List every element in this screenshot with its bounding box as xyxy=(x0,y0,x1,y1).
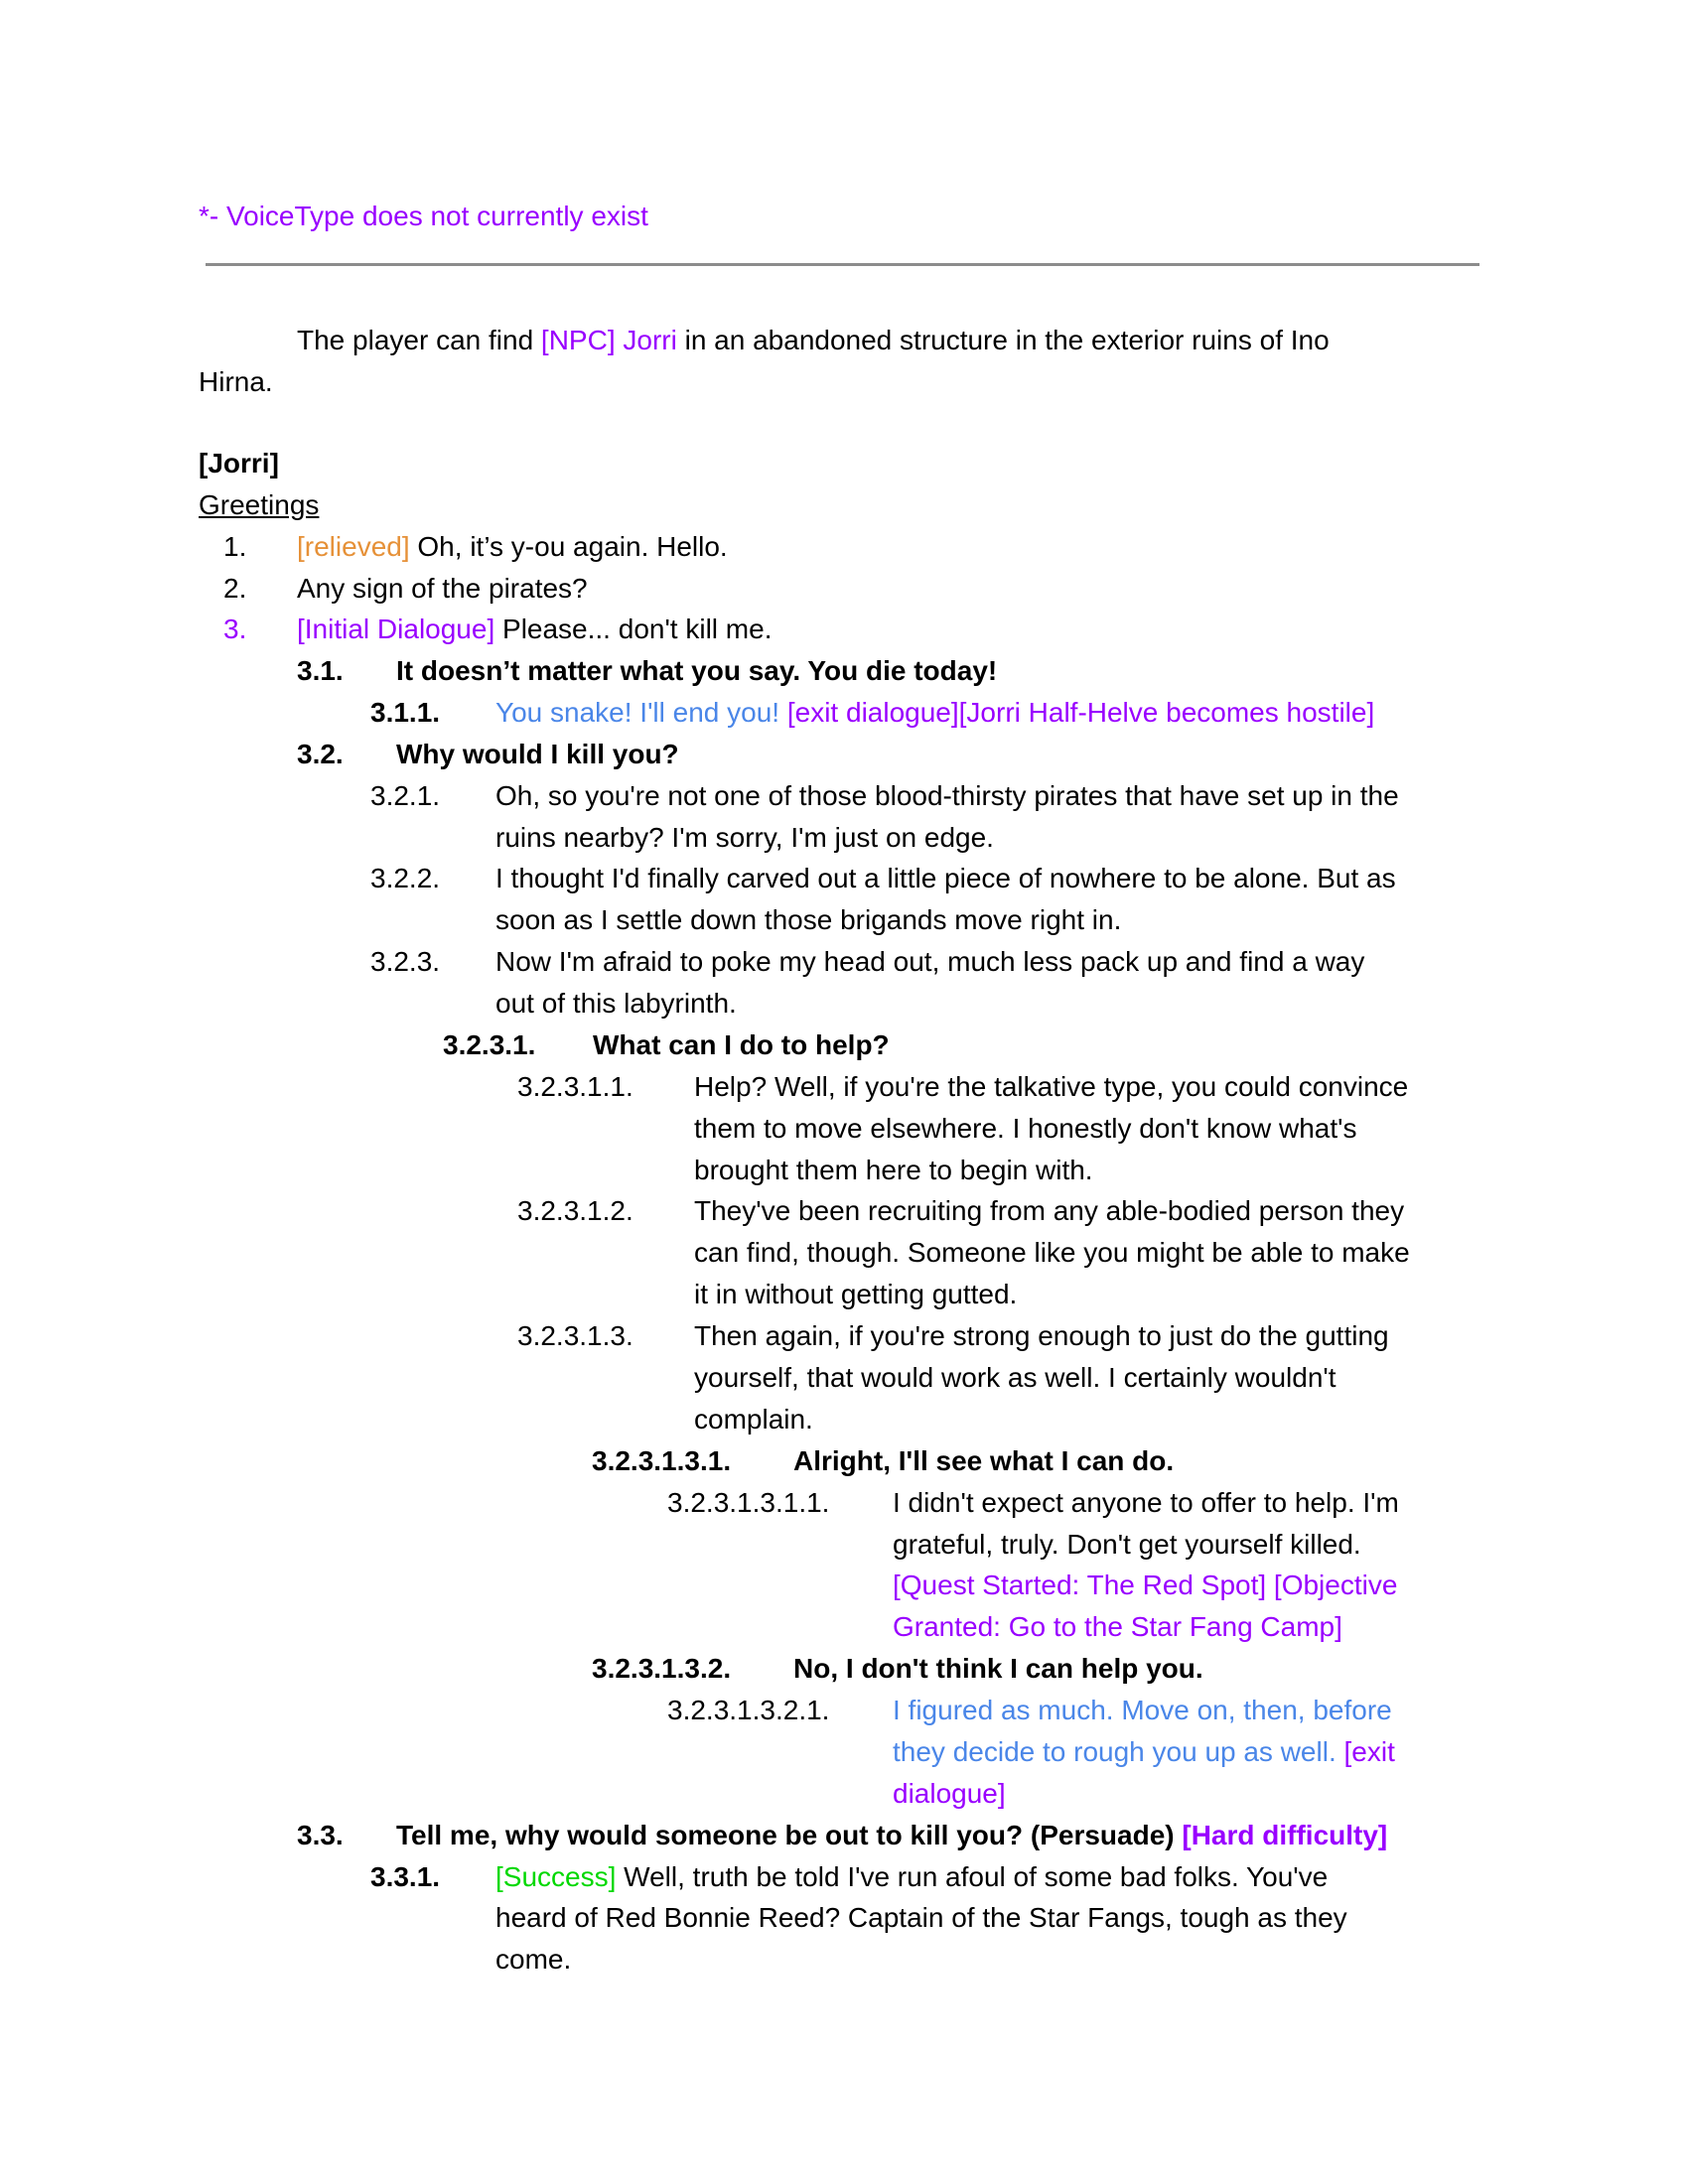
npc-response-line: can find, though. Someone like you might be able to make xyxy=(694,1237,1410,1268)
dialogue-text: Well, truth be told I've run afoul of some bad folks. You've xyxy=(616,1861,1329,1892)
action-tag: [exit xyxy=(1343,1736,1395,1767)
player-option: No, I don't think I can help you. xyxy=(793,1653,1203,1684)
list-number: 3.2.2. xyxy=(370,863,441,893)
npc-response-line: Now I'm afraid to poke my head out, much less pack up and find a way xyxy=(495,946,1365,977)
list-number: 3.2.1. xyxy=(370,780,441,811)
npc-response-line xyxy=(893,1731,1395,1773)
list-number: 3.2. xyxy=(297,739,344,769)
list-item xyxy=(297,526,728,568)
emotion-tag: [relieved] xyxy=(297,531,410,562)
difficulty-tag: [Hard difficulty] xyxy=(1182,1820,1388,1850)
npc-response xyxy=(495,692,1374,734)
npc-response-line: come. xyxy=(495,1944,572,1975)
list-number: 3.2.3.1.1. xyxy=(517,1071,633,1102)
intro-line-2: Hirna. xyxy=(199,366,273,397)
intro-line-1 xyxy=(297,320,1330,361)
player-option: Why would I kill you? xyxy=(396,739,679,769)
voicetype-note: *- VoiceType does not currently exist xyxy=(199,201,648,231)
list-number: 3.2.3.1.3. xyxy=(517,1320,633,1351)
npc-response-line: yourself, that would work as well. I certainly wouldn't xyxy=(694,1362,1336,1393)
npc-response-line: complain. xyxy=(694,1404,813,1434)
horizontal-divider xyxy=(206,263,1479,266)
voice-line: You snake! I'll end you! xyxy=(495,697,787,728)
action-tag: [exit dialogue][Jorri Half-Helve becomes hostile] xyxy=(786,697,1375,728)
action-tag: dialogue] xyxy=(893,1778,1006,1809)
list-number: 3.2.3.1. xyxy=(443,1029,536,1060)
player-option: It doesn’t matter what you say. You die today! xyxy=(396,655,998,686)
npc-response-line: them to move elsewhere. I honestly don't know what's xyxy=(694,1113,1357,1144)
dialogue-text: Oh, it’s y-ou again. Hello. xyxy=(409,531,728,562)
npc-response-line: brought them here to begin with. xyxy=(694,1155,1093,1185)
npc-response-line: soon as I settle down those brigands move right in. xyxy=(495,904,1122,935)
npc-response-line: Then again, if you're strong enough to just do the gutting xyxy=(694,1320,1389,1351)
npc-response-line: heard of Red Bonnie Reed? Captain of the Star Fangs, tough as they xyxy=(495,1902,1347,1933)
list-item xyxy=(297,609,772,650)
list-number: 3. xyxy=(223,614,247,644)
section-heading: Greetings xyxy=(199,489,320,520)
speaker-label: [Jorri] xyxy=(199,448,279,478)
npc-response-line: They've been recruiting from any able-bodied person they xyxy=(694,1195,1405,1226)
list-number: 3.2.3.1.3.1. xyxy=(592,1445,732,1476)
npc-response-line: it in without getting gutted. xyxy=(694,1279,1018,1309)
list-number: 3.3.1. xyxy=(370,1861,441,1892)
option-text: Tell me, why would someone be out to kill you? (Persuade) xyxy=(396,1820,1183,1850)
intro-text: The player can find xyxy=(297,325,541,355)
list-number: 3.2.3.1.3.1.1. xyxy=(667,1487,830,1518)
dialogue-text: Please... don't kill me. xyxy=(494,614,773,644)
voice-line: I figured as much. Move on, then, before xyxy=(893,1695,1392,1725)
voice-line: they decide to rough you up as well. xyxy=(893,1736,1344,1767)
list-number: 3.2.3.1.3.2. xyxy=(592,1653,732,1684)
player-option: Alright, I'll see what I can do. xyxy=(793,1445,1175,1476)
npc-response-line: out of this labyrinth. xyxy=(495,988,737,1019)
quest-tag-line: [Quest Started: The Red Spot] [Objective xyxy=(893,1570,1398,1600)
npc-response-line: grateful, truly. Don't get yourself killed. xyxy=(893,1529,1361,1560)
list-number: 1. xyxy=(223,531,247,562)
list-item: Any sign of the pirates? xyxy=(297,573,588,604)
list-number: 3.3. xyxy=(297,1820,344,1850)
npc-response-line: Oh, so you're not one of those blood-thirsty pirates that have set up in the xyxy=(495,780,1399,811)
list-number: 3.1.1. xyxy=(370,697,441,728)
list-number: 3.1. xyxy=(297,655,344,686)
npc-response-line: I didn't expect anyone to offer to help. I'm xyxy=(893,1487,1399,1518)
dialogue-tag: [Initial Dialogue] xyxy=(297,614,495,644)
list-number: 2. xyxy=(223,573,247,604)
npc-response-line xyxy=(495,1856,1328,1898)
intro-text-cont: in an abandoned structure in the exterior ruins of Ino xyxy=(676,325,1330,355)
npc-tag: [NPC] Jorri xyxy=(540,325,677,355)
player-option: What can I do to help? xyxy=(593,1029,890,1060)
list-number: 3.2.3.1.2. xyxy=(517,1195,633,1226)
quest-tag-line: Granted: Go to the Star Fang Camp] xyxy=(893,1611,1342,1642)
npc-response-line: ruins nearby? I'm sorry, I'm just on edge. xyxy=(495,822,994,853)
success-tag: [Success] xyxy=(495,1861,617,1892)
npc-response-line: Help? Well, if you're the talkative type, you could convince xyxy=(694,1071,1409,1102)
player-option xyxy=(396,1815,1387,1856)
npc-response-line: I thought I'd finally carved out a little piece of nowhere to be alone. But as xyxy=(495,863,1396,893)
list-number: 3.2.3. xyxy=(370,946,441,977)
list-number: 3.2.3.1.3.2.1. xyxy=(667,1695,830,1725)
